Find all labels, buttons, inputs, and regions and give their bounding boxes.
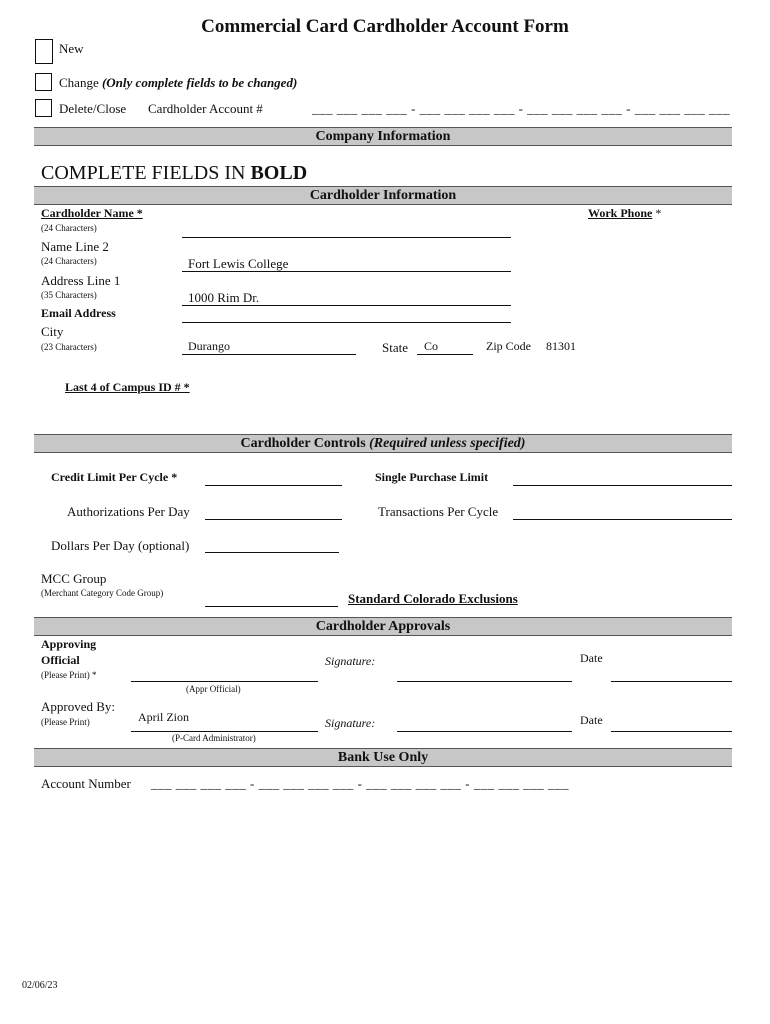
name-line-2-chars: (24 Characters)	[41, 256, 97, 266]
credit-limit-label: Credit Limit Per Cycle *	[51, 470, 178, 484]
approving-official-name-field[interactable]	[131, 681, 318, 682]
form-title: Commercial Card Cardholder Account Form	[201, 16, 569, 37]
dollars-per-day-field[interactable]	[205, 552, 339, 553]
authorizations-per-day-label: Authorizations Per Day	[67, 504, 190, 519]
cardholder-controls-header: Cardholder Controls (Required unless specified)	[34, 434, 732, 453]
authorizations-per-day-field[interactable]	[205, 519, 342, 520]
cardholder-information-header: Cardholder Information	[34, 186, 732, 205]
change-checkbox[interactable]	[35, 73, 52, 91]
approving-label: Approving	[41, 637, 97, 651]
pcard-administrator-caption: (P-Card Administrator)	[172, 733, 256, 743]
campus-id-label: Last 4 of Campus ID # *	[65, 380, 190, 394]
work-phone-label: Work Phone *	[588, 206, 662, 220]
account-number-label: Account Number	[41, 776, 131, 791]
signature-label-2: Signature:	[325, 716, 376, 730]
single-purchase-limit-label: Single Purchase Limit	[375, 470, 489, 484]
mcc-group-label: MCC Group	[41, 571, 107, 586]
mcc-group-sub: (Merchant Category Code Group)	[41, 588, 164, 598]
address-line-1-value: 1000 Rim Dr.	[188, 290, 260, 305]
signature-label-1: Signature:	[325, 654, 376, 668]
date-field-2[interactable]	[611, 731, 732, 732]
city-chars: (23 Characters)	[41, 342, 97, 352]
email-address-label: Email Address	[41, 306, 116, 320]
city-label: City	[41, 324, 64, 339]
city-field[interactable]	[182, 354, 356, 355]
state-field[interactable]	[417, 354, 473, 355]
transactions-per-cycle-label: Transactions Per Cycle	[378, 504, 499, 519]
email-address-field[interactable]	[182, 322, 511, 323]
date-field-1[interactable]	[611, 681, 732, 682]
name-line-2-field[interactable]	[182, 271, 511, 272]
new-checkbox[interactable]	[35, 39, 53, 64]
credit-limit-field[interactable]	[205, 485, 342, 486]
address-line-1-chars: (35 Characters)	[41, 290, 97, 300]
cardholder-account-field[interactable]: ___ ___ ___ ___ - ___ ___ ___ ___ - ___ ___ ___ ___ - ___ ___ ___ ___	[312, 101, 730, 116]
date-label-2: Date	[580, 713, 603, 727]
please-print-label: (Please Print)	[41, 717, 90, 727]
dollars-per-day-label: Dollars Per Day (optional)	[51, 538, 190, 553]
new-label: New	[59, 41, 84, 56]
delete-close-label: Delete/Close	[59, 101, 127, 116]
city-value: Durango	[188, 339, 230, 353]
delete-close-checkbox[interactable]	[35, 99, 52, 117]
approved-by-label: Approved By:	[41, 699, 116, 714]
complete-fields-instruction: COMPLETE FIELDS IN BOLD	[41, 162, 308, 184]
zip-code-label: Zip Code	[486, 339, 531, 353]
change-label: Change (Only complete fields to be changed)	[59, 75, 298, 90]
bank-use-only-header: Bank Use Only	[34, 748, 732, 767]
zip-code-value: 81301	[546, 339, 576, 353]
signature-field-2[interactable]	[397, 731, 572, 732]
change-note: (Only complete fields to be changed)	[101, 75, 298, 90]
cardholder-name-field[interactable]	[182, 237, 511, 238]
date-label-1: Date	[580, 651, 603, 665]
name-line-2-value: Fort Lewis College	[188, 256, 289, 271]
mcc-group-field[interactable]	[205, 606, 338, 607]
single-purchase-limit-field[interactable]	[513, 485, 732, 486]
state-value: Co	[424, 339, 439, 353]
appr-official-caption: (Appr Official)	[186, 684, 241, 694]
approved-by-field[interactable]	[131, 731, 318, 732]
mcc-group-value: Standard Colorado Exclusions	[348, 591, 518, 606]
cardholder-name-chars: (24 Characters)	[41, 223, 97, 233]
cardholder-account-label: Cardholder Account #	[148, 101, 263, 116]
company-information-header: Company Information	[34, 127, 732, 146]
cardholder-approvals-header: Cardholder Approvals	[34, 617, 732, 636]
name-line-2-label: Name Line 2	[41, 239, 109, 254]
footer-date: 02/06/23	[22, 980, 58, 991]
address-line-1-field[interactable]	[182, 305, 511, 306]
transactions-per-cycle-field[interactable]	[513, 519, 732, 520]
please-print-required: (Please Print) *	[41, 670, 97, 680]
approver-name-value: April Zion	[138, 710, 189, 724]
address-line-1-label: Address Line 1	[41, 273, 121, 288]
official-label: Official	[41, 653, 80, 667]
account-number-field[interactable]: ___ ___ ___ ___ - ___ ___ ___ ___ - ___ ___ ___ ___ - ___ ___ ___ ___	[151, 776, 569, 791]
signature-field-1[interactable]	[397, 681, 572, 682]
cardholder-name-label: Cardholder Name *	[41, 206, 143, 220]
state-label: State	[382, 340, 408, 355]
